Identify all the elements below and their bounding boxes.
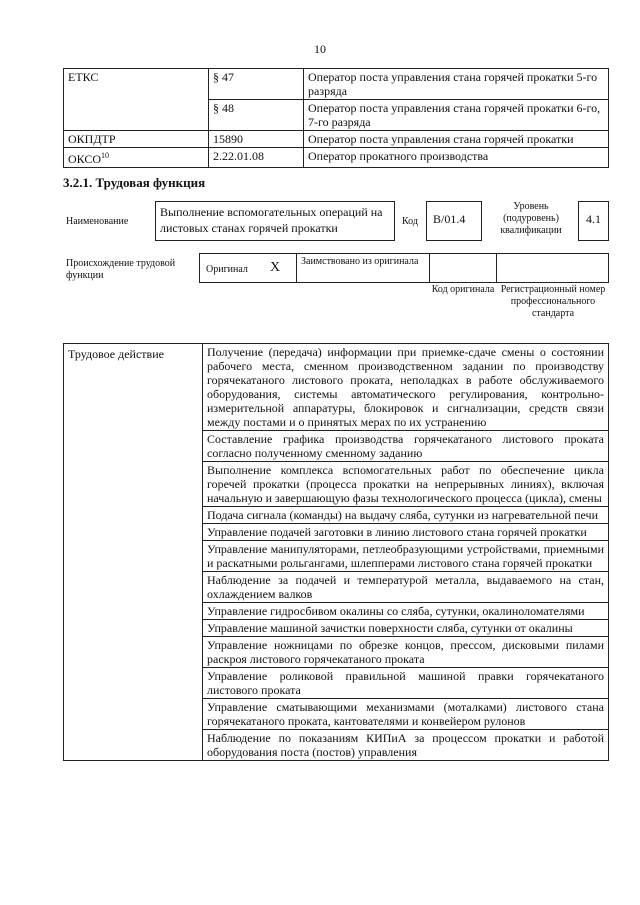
level-value: 4.1 bbox=[586, 212, 601, 226]
labour-action-item: Получение (передача) информации при приемке-сдаче смены о состоянии рабочего места, сменном производственном задании по производству горячекатаного листового проката, неполадках в работе обслуживаемого оборудования, системы автоматического регулирования, контрольно-измерительной аппаратуры, блокировок и сигнализации, средств связи между постами и о принятых мерах по их устранению bbox=[203, 344, 609, 431]
origin-label: Происхождение трудовой функции bbox=[66, 258, 176, 281]
level-box bbox=[578, 201, 609, 241]
code-caption: Код оригинала bbox=[431, 284, 495, 295]
labour-action-item: Управление манипуляторами, петлеобразующими устройствами, приемными и раскатными рольгангами, шлепперами листового стана горячей прокатки bbox=[203, 541, 609, 572]
classification-title: Оператор поста управления стана горячей прокатки 6-го, 7-го разряда bbox=[304, 100, 609, 131]
labour-action-item: Управление машиной зачистки поверхности сляба, сутунки от окалины bbox=[203, 620, 609, 637]
labour-action-item: Управление сматывающими механизмами (моталками) листового стана горячекатаного проката, кантователями и конвейером рулонов bbox=[203, 699, 609, 730]
page-number: 10 bbox=[314, 42, 326, 56]
labour-action-item: Наблюдение по показаниям КИПиА за процессом прокатки и работой оборудования поста (постов) управления bbox=[203, 730, 609, 761]
original-mark: X bbox=[270, 260, 281, 275]
function-name-box bbox=[155, 201, 395, 241]
function-name-value: Выполнение вспомогательных операций на листовых станах горячей прокатки bbox=[160, 205, 383, 235]
borrowed-box bbox=[296, 253, 430, 283]
classification-title: Оператор поста управления стана горячей прокатки 5-го разряда bbox=[304, 69, 609, 100]
name-label: Наименование bbox=[66, 216, 129, 227]
original-box bbox=[199, 253, 297, 283]
function-code-box bbox=[426, 201, 482, 241]
table-row bbox=[64, 344, 609, 431]
labour-action-item: Управление гидросбивом окалины со сляба, сутунки, окалиноломателями bbox=[203, 603, 609, 620]
labour-action-item: Подача сигнала (команды) на выдачу сляба, сутунки из нагревательной печи bbox=[203, 507, 609, 524]
section-title: 3.2.1. Трудовая функция bbox=[63, 175, 206, 190]
labour-action-item: Управление ножницами по обрезке концов, прессом, дисковыми пилами раскроя листового горячекатаного проката bbox=[203, 637, 609, 668]
classification-name bbox=[64, 100, 209, 131]
table-row bbox=[64, 131, 609, 148]
original-label: Оригинал bbox=[206, 264, 248, 275]
classification-code: § 48 bbox=[209, 100, 304, 131]
classification-name: ОКСО bbox=[68, 152, 102, 166]
level-label: Уровень (подуровень) квалификации bbox=[500, 201, 562, 236]
labour-action-item: Составление графика производства горячекатаного листового проката согласно полученному сменному заданию bbox=[203, 431, 609, 462]
classification-code: 15890 bbox=[209, 131, 304, 148]
classification-name: ЕТКС bbox=[64, 69, 209, 100]
labour-action-label: Трудовое действие bbox=[64, 344, 203, 761]
borrowed-label: Заимствовано из оригинала bbox=[301, 256, 419, 267]
labour-action-item: Наблюдение за подачей и температурой металла, выдаваемого на стан, охлаждением валков bbox=[203, 572, 609, 603]
classification-name: ОКПДТР bbox=[64, 131, 209, 148]
classification-title: Оператор поста управления стана горячей прокатки bbox=[304, 131, 609, 148]
labour-action-item: Управление подачей заготовки в линию листового стана горячей прокатки bbox=[203, 524, 609, 541]
reg-number-box bbox=[496, 253, 609, 283]
labour-actions-table bbox=[63, 343, 609, 761]
reg-caption: Регистрационный номер профессионального стандарта bbox=[500, 284, 606, 319]
classification-code: 2.22.01.08 bbox=[209, 148, 304, 168]
labour-action-item: Выполнение комплекса вспомогательных работ по обеспечение цикла горечей прокатки (процесса прокатки на непрерывных линиях), включая начальную и завершающую фазы технологического процесса (цикла), смены bbox=[203, 462, 609, 507]
table-row bbox=[64, 100, 609, 131]
classification-code: § 47 bbox=[209, 69, 304, 100]
function-code-value: В/01.4 bbox=[433, 212, 466, 226]
footnote-marker: 10 bbox=[101, 151, 110, 160]
original-code-box bbox=[429, 253, 497, 283]
classification-title: Оператор прокатного производства bbox=[304, 148, 609, 168]
table-row bbox=[64, 69, 609, 100]
classification-name-cell bbox=[64, 148, 209, 168]
table-row bbox=[64, 148, 609, 168]
labour-action-item: Управление роликовой правильной машиной правки горячекатаного листового проката bbox=[203, 668, 609, 699]
code-label: Код bbox=[402, 216, 418, 227]
classification-table bbox=[63, 68, 609, 168]
